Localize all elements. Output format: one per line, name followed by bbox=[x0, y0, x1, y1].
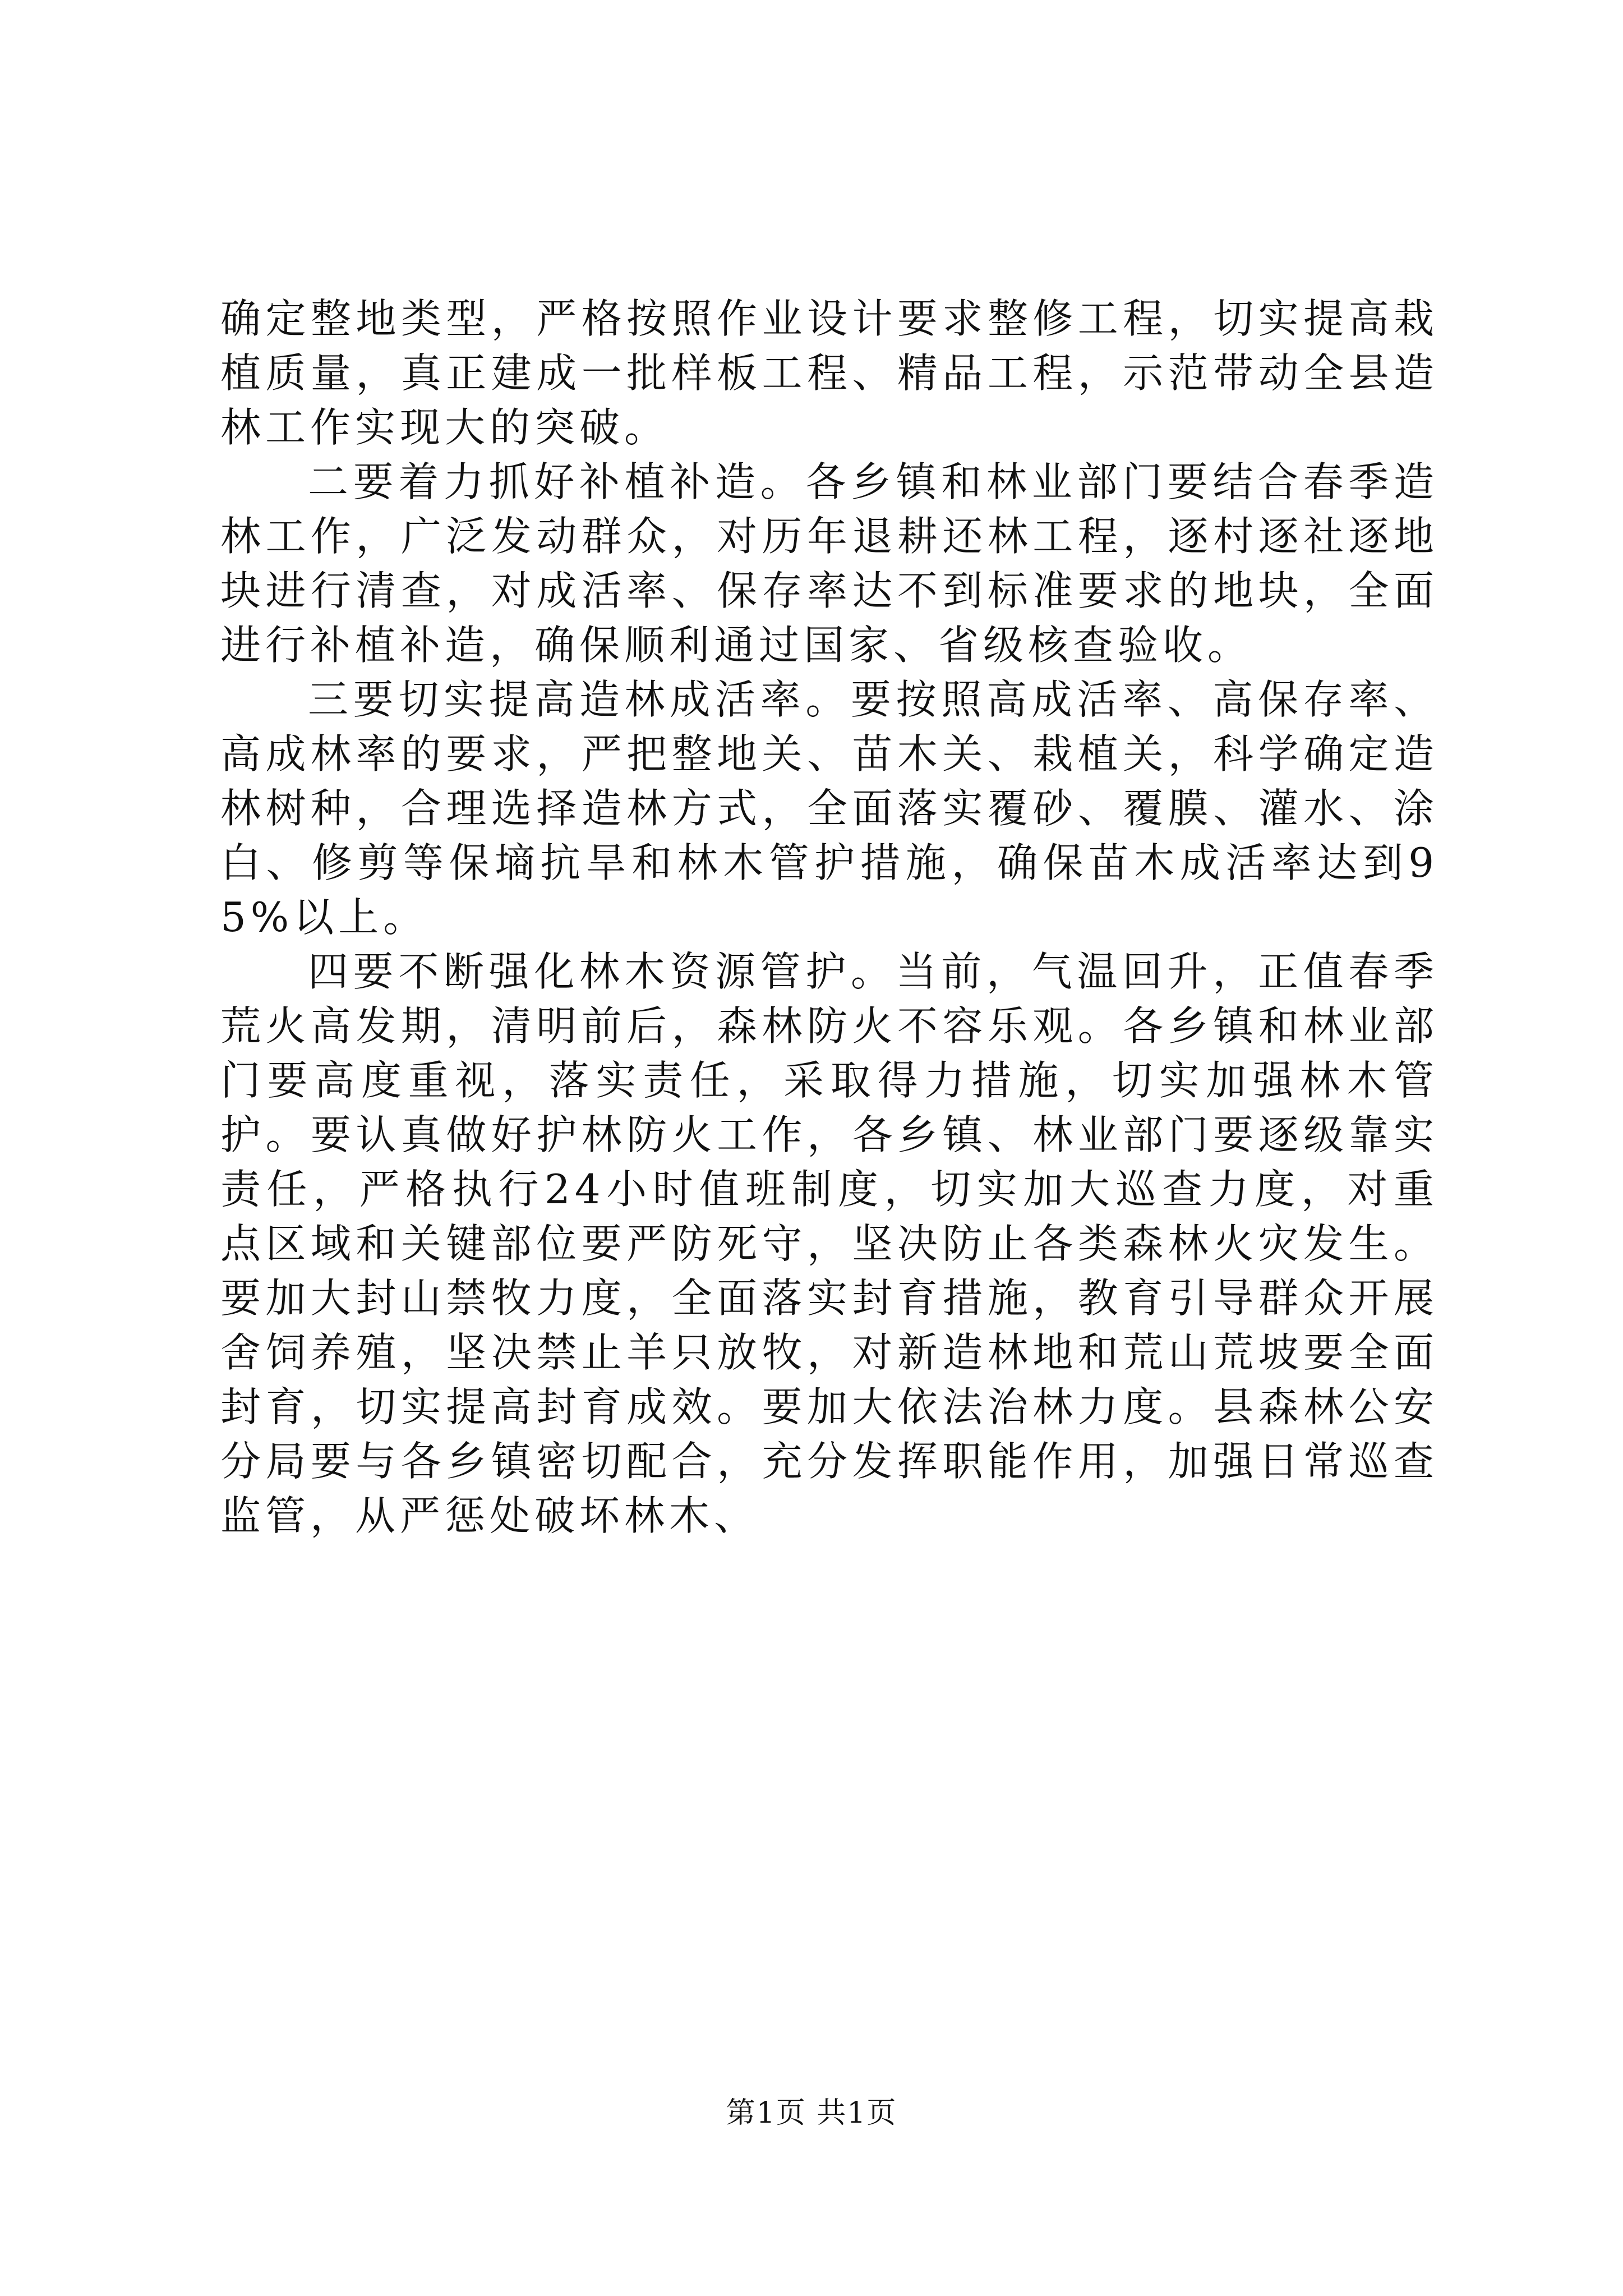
paragraph-forest-protection: 四要不断强化林木资源管护。当前，气温回升，正值春季荒火高发期，清明前后，森林防火不容乐观。各乡镇和林业部门要高度重视，落实责任，采取得力措施，切实加强林木管护。要认真做好护林防火工作，各乡镇、林业部门要逐级靠实责任，严格执行24小时值班制度，切实加大巡查力度，对重点区域和关键部位要严防死守，坚决防止各类森林火灾发生。要加大封山禁牧力度，全面落实封育措施，教育引导群众开展舍饲养殖，坚决禁止羊只放牧，对新造林地和荒山荒坡要全面封育，切实提高封育成效。要加大依法治林力度。县森林公安分局要与各乡镇密切配合，充分发挥职能作用，加强日常巡查监管，从严惩处破坏林木、 bbox=[220, 948, 1438, 1539]
document-body bbox=[220, 292, 1438, 1543]
paragraph-continuation: 确定整地类型，严格按照作业设计要求整修工程，切实提高栽植质量，真正建成一批样板工程、精品工程，示范带动全县造林工作实现大的突破。 bbox=[220, 295, 1438, 451]
page-footer: 第1页 共1页 bbox=[726, 2096, 897, 2130]
paragraph-survival-rate: 三要切实提高造林成活率。要按照高成活率、高保存率、高成林率的要求，严把整地关、苗木关、栽植关，科学确定造林树种，合理选择造林方式，全面落实覆砂、覆膜、灌水、涂白、修剪等保墒抗旱和林木管护措施，确保苗木成活率达到95%以上。 bbox=[220, 676, 1438, 941]
paragraph-replanting: 二要着力抓好补植补造。各乡镇和林业部门要结合春季造林工作，广泛发动群众，对历年退耕还林工程，逐村逐社逐地块进行清查，对成活率、保存率达不到标准要求的地块，全面进行补植补造，确保顺利通过国家、省级核查验收。 bbox=[220, 458, 1438, 669]
